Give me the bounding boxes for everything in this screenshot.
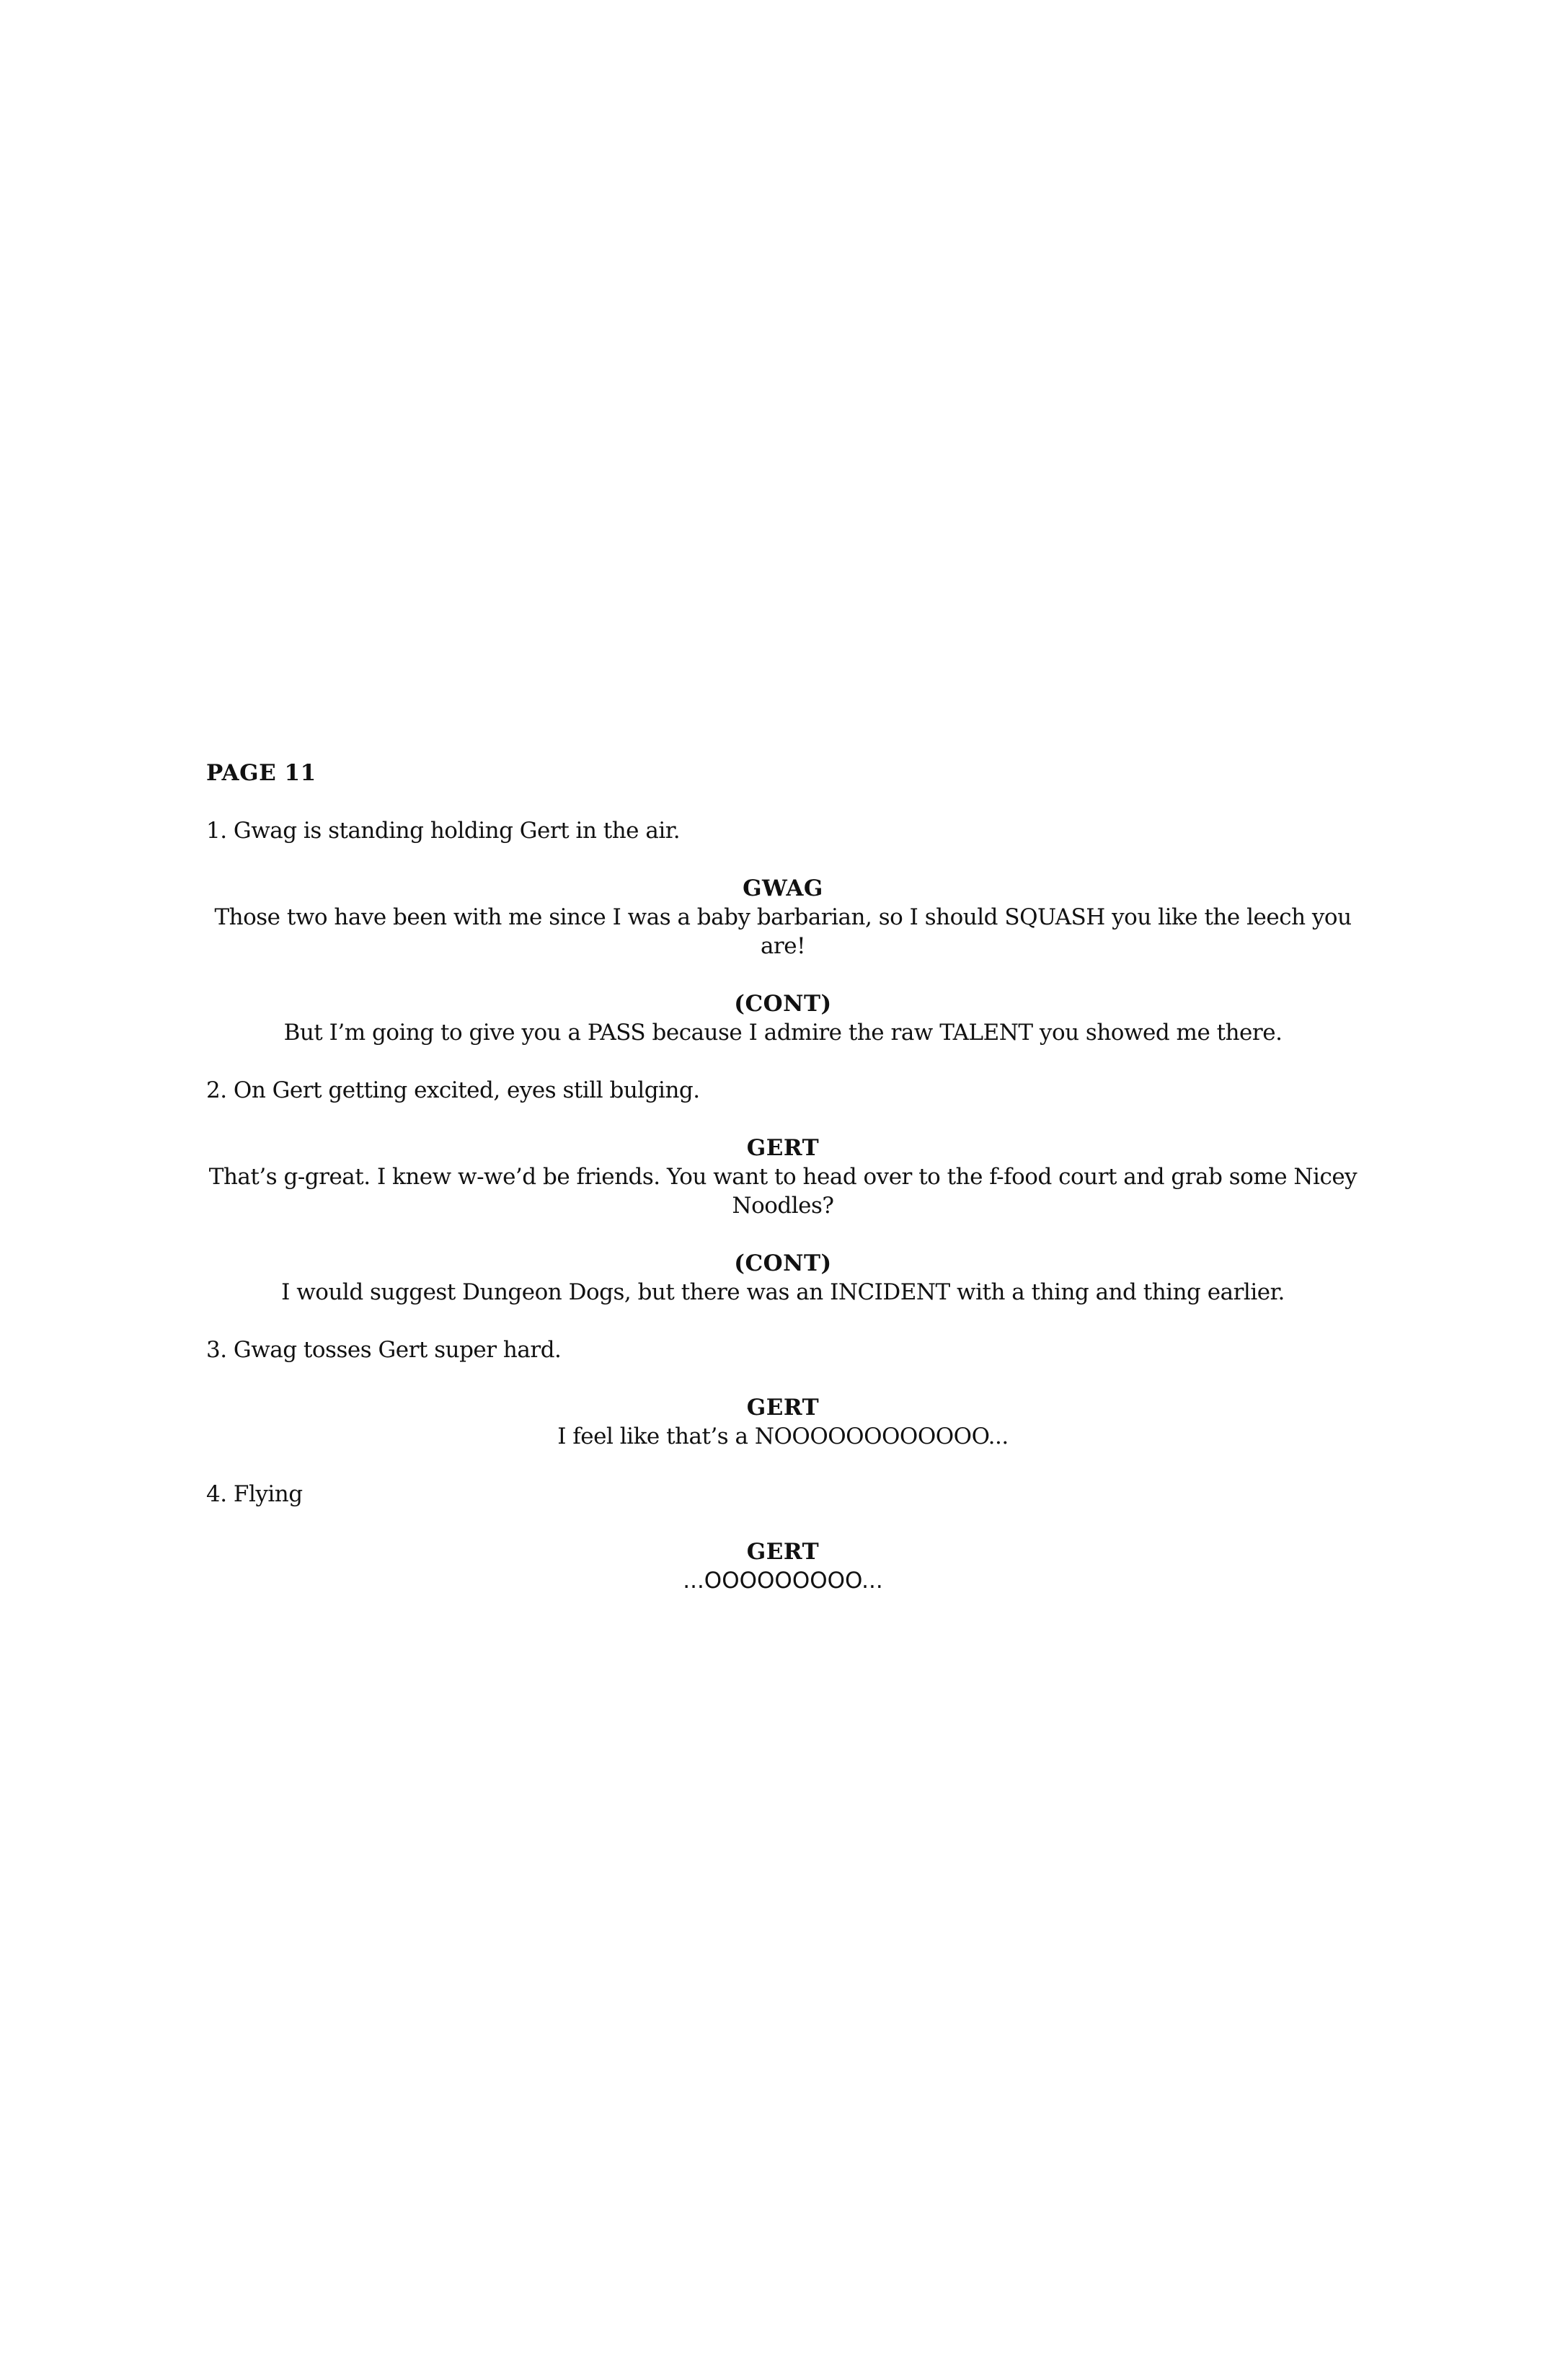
panel-2-speaker-2: (CONT) xyxy=(734,1250,832,1276)
panel-4-action: 4. Flying xyxy=(206,1481,303,1507)
panel-1-dialogue-1: Those two have been with me since I was a baby barbarian, so I should SQUASH you like the leech you are! xyxy=(214,904,1352,959)
panel-2-speaker-1: GERT xyxy=(746,1135,820,1161)
panel-1-speaker-2: (CONT) xyxy=(734,991,832,1017)
panel-2-dialogue-1: That’s g-great. I knew w-we’d be friends. You want to head over to the f-food court and grab some Nicey Noodles? xyxy=(208,1164,1357,1219)
panel-1-dialogue-2: But I’m going to give you a PASS because I admire the raw TALENT you showed me there. xyxy=(283,1020,1283,1046)
panel-4-speaker-1: GERT xyxy=(746,1539,820,1565)
panel-4-dialogue-1: ...OOOOOOOOO... xyxy=(683,1568,883,1594)
panel-3-dialogue-1: I feel like that’s a NOOOOOOOOOOOO... xyxy=(557,1423,1009,1449)
page-heading: PAGE 11 xyxy=(206,760,316,786)
panel-3-action: 3. Gwag tosses Gert super hard. xyxy=(206,1337,562,1363)
panel-3-speaker-1: GERT xyxy=(746,1395,820,1421)
panel-2-dialogue-2: I would suggest Dungeon Dogs, but there was an INCIDENT with a thing and thing earlier. xyxy=(281,1279,1285,1305)
panel-1-speaker-1: GWAG xyxy=(743,875,823,901)
script-page xyxy=(206,0,1360,2353)
panel-1-action: 1. Gwag is standing holding Gert in the air. xyxy=(206,818,681,844)
panel-2-action: 2. On Gert getting excited, eyes still bulging. xyxy=(206,1077,700,1103)
